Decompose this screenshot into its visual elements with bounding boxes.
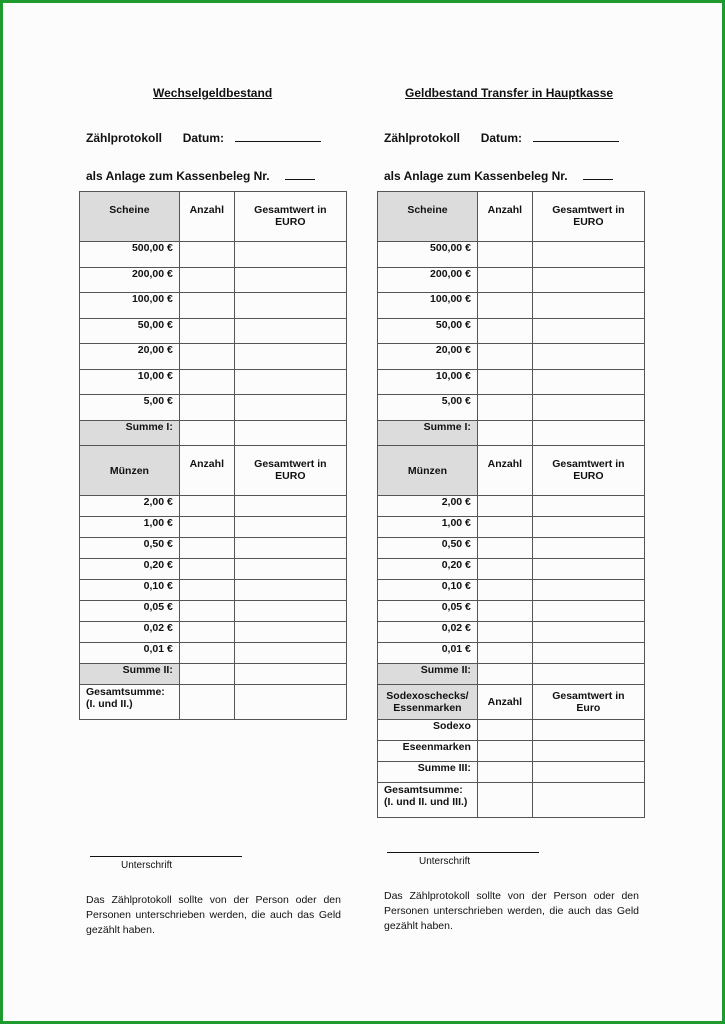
table-cell-input[interactable] <box>532 242 644 268</box>
table-cell-label: 10,00 € <box>378 369 478 395</box>
table-cell-label: 0,01 € <box>80 643 180 664</box>
table-cell-input[interactable] <box>532 741 644 762</box>
table-cell-label: 0,50 € <box>378 538 478 559</box>
right-note: Das Zählprotokoll sollte von der Person oder den Personen unterschrieben werden, die auch das Geld gezählt haben. <box>384 890 639 932</box>
right-coins-header: Münzen <box>378 446 478 496</box>
table-cell-input[interactable] <box>477 601 532 622</box>
table-cell-input[interactable] <box>532 517 644 538</box>
table-row <box>80 601 347 622</box>
table-cell-input[interactable] <box>179 344 234 370</box>
table-cell-input[interactable] <box>477 496 532 517</box>
table-cell-label: 200,00 € <box>80 267 180 293</box>
table-cell-input[interactable] <box>179 643 234 664</box>
table-cell-label: 0,10 € <box>80 580 180 601</box>
table-cell-input[interactable] <box>532 344 644 370</box>
table-cell-input[interactable] <box>179 369 234 395</box>
right-protocol-label: Zählprotokoll <box>384 131 460 145</box>
table-row <box>80 344 347 370</box>
table-cell-input[interactable] <box>477 318 532 344</box>
table-cell-input[interactable] <box>477 267 532 293</box>
table-cell-input[interactable] <box>179 664 234 685</box>
table-cell-label: Summe I: <box>80 420 180 446</box>
left-receipt-number-field[interactable] <box>285 168 315 180</box>
right-sum3-row <box>378 762 645 783</box>
left-signature-label: Unterschrift <box>121 860 173 871</box>
table-cell-label: 10,00 € <box>80 369 180 395</box>
table-cell-label: Summe II: <box>80 664 180 685</box>
table-cell-label: 0,20 € <box>80 559 180 580</box>
table-cell-input[interactable] <box>477 538 532 559</box>
left-notes-header: Scheine <box>80 192 180 242</box>
table-cell-input[interactable] <box>234 664 346 685</box>
table-cell-input[interactable] <box>477 293 532 319</box>
table-row <box>80 242 347 268</box>
left-attachment-line <box>86 168 315 183</box>
table-cell-label: Anzahl <box>477 446 532 496</box>
table-cell-label: Sodexo <box>378 720 478 741</box>
table-cell-label: 500,00 € <box>80 242 180 268</box>
table-cell-input[interactable] <box>532 783 644 818</box>
left-protocol-label: Zählprotokoll <box>86 131 162 145</box>
table-cell-input[interactable] <box>179 517 234 538</box>
right-grand-total-row <box>378 783 645 818</box>
right-title: Geldbestand Transfer in Hauptkasse <box>405 86 614 100</box>
right-protocol-line <box>384 130 619 145</box>
table-cell-label: Summe II: <box>378 664 478 685</box>
table-cell-input[interactable] <box>234 622 346 643</box>
table-cell-input[interactable] <box>532 496 644 517</box>
table-cell-input[interactable] <box>179 395 234 421</box>
right-count-table <box>377 191 645 818</box>
table-cell-input[interactable] <box>532 267 644 293</box>
table-cell-label: 0,01 € <box>378 643 478 664</box>
table-row <box>378 538 645 559</box>
right-coins-header-row <box>378 446 645 496</box>
table-cell-input[interactable] <box>179 580 234 601</box>
right-attachment-line <box>384 168 613 183</box>
table-cell-input[interactable] <box>234 293 346 319</box>
left-count-header: Anzahl <box>179 192 234 242</box>
left-sum1-row <box>80 420 347 446</box>
table-cell-input[interactable] <box>477 720 532 741</box>
table-cell-input[interactable] <box>532 580 644 601</box>
left-coins-header-row <box>80 446 347 496</box>
table-cell-input[interactable] <box>477 369 532 395</box>
table-cell-input[interactable] <box>477 783 532 818</box>
table-cell-label: 0,02 € <box>80 622 180 643</box>
table-cell-input[interactable] <box>234 395 346 421</box>
table-cell-input[interactable] <box>532 293 644 319</box>
right-vouchers-header-row <box>378 685 645 720</box>
table-cell-input[interactable] <box>234 242 346 268</box>
table-cell-input[interactable] <box>234 344 346 370</box>
table-cell-label: Gesamtwert in Euro <box>532 685 644 720</box>
table-row <box>80 538 347 559</box>
table-cell-input[interactable] <box>532 720 644 741</box>
table-row <box>80 643 347 664</box>
table-cell-label: Anzahl <box>477 685 532 720</box>
table-cell-label: 0,20 € <box>378 559 478 580</box>
table-cell-label: 50,00 € <box>378 318 478 344</box>
left-protocol-line <box>86 130 321 145</box>
right-sum2-row <box>378 664 645 685</box>
right-date-label: Datum: <box>480 131 523 145</box>
right-count-header: Anzahl <box>477 192 532 242</box>
table-cell-input[interactable] <box>532 559 644 580</box>
table-cell-input[interactable] <box>179 601 234 622</box>
left-grand-total-row <box>80 685 347 720</box>
table-row <box>80 395 347 421</box>
table-cell-input[interactable] <box>477 664 532 685</box>
table-cell-label: 5,00 € <box>378 395 478 421</box>
table-cell-input[interactable] <box>234 601 346 622</box>
table-cell-label: 20,00 € <box>80 344 180 370</box>
table-cell-label: Gesamtwert in EURO <box>532 446 644 496</box>
table-cell-input[interactable] <box>477 420 532 446</box>
table-cell-input[interactable] <box>234 496 346 517</box>
left-date-field[interactable] <box>235 130 321 142</box>
table-cell-input[interactable] <box>179 538 234 559</box>
table-cell-input[interactable] <box>234 685 346 720</box>
left-note: Das Zählprotokoll sollte von der Person oder den Personen unterschrieben werden, die auch das Geld gezählt haben. <box>86 894 341 936</box>
table-cell-input[interactable] <box>477 242 532 268</box>
table-cell-label: 0,50 € <box>80 538 180 559</box>
table-cell-input[interactable] <box>532 420 644 446</box>
table-cell-label: 0,05 € <box>80 601 180 622</box>
table-cell-input[interactable] <box>234 517 346 538</box>
table-cell-label: 1,00 € <box>378 517 478 538</box>
table-cell-input[interactable] <box>532 601 644 622</box>
table-cell-input[interactable] <box>234 420 346 446</box>
table-row <box>378 293 645 319</box>
table-row <box>378 395 645 421</box>
left-attachment-label: als Anlage zum Kassenbeleg Nr. <box>86 169 270 183</box>
right-total-header: Gesamtwert in EURO <box>532 192 644 242</box>
table-cell-input[interactable] <box>477 741 532 762</box>
right-sum1-row <box>378 420 645 446</box>
table-cell-label: 100,00 € <box>378 293 478 319</box>
table-cell-input[interactable] <box>179 242 234 268</box>
table-cell-input[interactable] <box>477 762 532 783</box>
table-cell-label: Anzahl <box>179 446 234 496</box>
table-cell-label: 200,00 € <box>378 267 478 293</box>
table-row <box>378 741 645 762</box>
table-row <box>378 517 645 538</box>
right-notes-header-row <box>378 192 645 242</box>
table-cell-input[interactable] <box>179 318 234 344</box>
table-row <box>378 369 645 395</box>
table-cell-input[interactable] <box>532 318 644 344</box>
table-row <box>378 622 645 643</box>
right-signature-label: Unterschrift <box>419 856 471 867</box>
table-row <box>80 267 347 293</box>
right-date-field[interactable] <box>533 130 619 142</box>
table-cell-input[interactable] <box>532 664 644 685</box>
table-cell-input[interactable] <box>477 622 532 643</box>
right-vouchers-header: Sodexoschecks/ Essenmarken <box>378 685 478 720</box>
table-row <box>378 496 645 517</box>
table-row <box>80 559 347 580</box>
table-cell-input[interactable] <box>179 293 234 319</box>
table-cell-label: Eseenmarken <box>378 741 478 762</box>
table-row <box>378 643 645 664</box>
left-total-header: Gesamtwert in EURO <box>234 192 346 242</box>
right-attachment-label: als Anlage zum Kassenbeleg Nr. <box>384 169 568 183</box>
table-cell-label: Gesamtsumme: (I. und II. und III.) <box>378 783 478 818</box>
table-cell-label: 5,00 € <box>80 395 180 421</box>
table-cell-label: 20,00 € <box>378 344 478 370</box>
table-cell-input[interactable] <box>179 496 234 517</box>
table-row <box>378 242 645 268</box>
table-cell-label: 50,00 € <box>80 318 180 344</box>
table-cell-input[interactable] <box>532 622 644 643</box>
table-row <box>80 580 347 601</box>
table-row <box>80 318 347 344</box>
table-row <box>378 601 645 622</box>
table-row <box>378 344 645 370</box>
table-cell-label: Gesamtsumme: (I. und II.) <box>80 685 180 720</box>
table-cell-input[interactable] <box>234 580 346 601</box>
table-cell-input[interactable] <box>477 559 532 580</box>
table-cell-label: 0,10 € <box>378 580 478 601</box>
table-row <box>80 622 347 643</box>
table-cell-input[interactable] <box>477 395 532 421</box>
table-cell-input[interactable] <box>179 622 234 643</box>
table-row <box>80 293 347 319</box>
table-row <box>378 720 645 741</box>
table-cell-label: 500,00 € <box>378 242 478 268</box>
table-cell-input[interactable] <box>532 643 644 664</box>
left-date-label: Datum: <box>182 131 225 145</box>
table-cell-input[interactable] <box>234 369 346 395</box>
table-cell-label: Summe I: <box>378 420 478 446</box>
table-cell-input[interactable] <box>234 559 346 580</box>
table-cell-input[interactable] <box>477 517 532 538</box>
table-row <box>378 580 645 601</box>
table-cell-input[interactable] <box>234 538 346 559</box>
left-signature-line[interactable] <box>90 856 242 857</box>
table-cell-label: 2,00 € <box>80 496 180 517</box>
table-cell-label: Gesamtwert in EURO <box>234 446 346 496</box>
table-row <box>80 369 347 395</box>
right-notes-header: Scheine <box>378 192 478 242</box>
left-count-table <box>79 191 347 720</box>
table-cell-label: Summe III: <box>378 762 478 783</box>
left-title: Wechselgeldbestand <box>153 86 273 100</box>
table-cell-input[interactable] <box>234 643 346 664</box>
table-cell-label: 100,00 € <box>80 293 180 319</box>
left-notes-header-row <box>80 192 347 242</box>
table-cell-input[interactable] <box>179 685 234 720</box>
table-cell-input[interactable] <box>234 318 346 344</box>
table-cell-input[interactable] <box>532 369 644 395</box>
table-cell-input[interactable] <box>477 643 532 664</box>
right-receipt-number-field[interactable] <box>583 168 613 180</box>
table-cell-input[interactable] <box>532 538 644 559</box>
table-cell-input[interactable] <box>179 420 234 446</box>
table-cell-label: 0,05 € <box>378 601 478 622</box>
table-row <box>80 496 347 517</box>
table-row <box>80 517 347 538</box>
table-row <box>378 559 645 580</box>
left-sum2-row <box>80 664 347 685</box>
table-cell-input[interactable] <box>234 267 346 293</box>
table-cell-label: 2,00 € <box>378 496 478 517</box>
table-row <box>378 318 645 344</box>
table-cell-input[interactable] <box>477 580 532 601</box>
left-coins-header: Münzen <box>80 446 180 496</box>
table-cell-input[interactable] <box>179 559 234 580</box>
table-cell-input[interactable] <box>179 267 234 293</box>
table-row <box>378 267 645 293</box>
table-cell-label: 1,00 € <box>80 517 180 538</box>
table-cell-input[interactable] <box>532 395 644 421</box>
table-cell-input[interactable] <box>532 762 644 783</box>
table-cell-input[interactable] <box>477 344 532 370</box>
right-signature-line[interactable] <box>387 852 539 853</box>
table-cell-label: 0,02 € <box>378 622 478 643</box>
